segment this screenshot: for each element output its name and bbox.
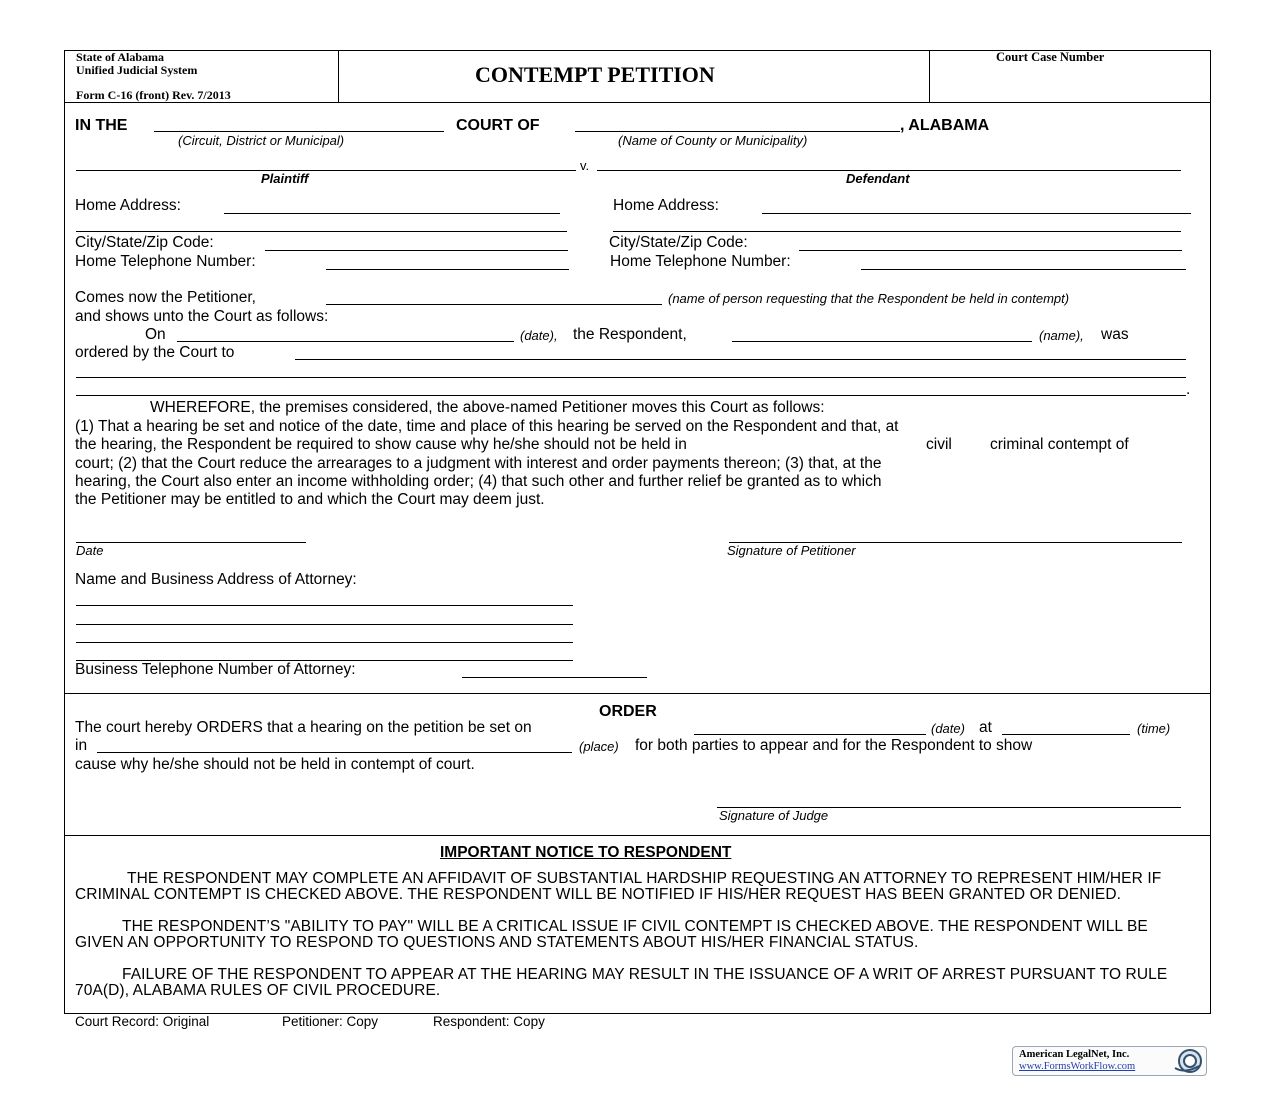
criminal-label: criminal contempt of bbox=[990, 436, 1129, 453]
at-label: at bbox=[979, 719, 992, 736]
civil-checkbox[interactable] bbox=[900, 438, 912, 450]
attorney-address-label: Name and Business Address of Attorney: bbox=[75, 571, 357, 588]
county-caption: (Name of County or Municipality) bbox=[618, 133, 808, 148]
attorney-address-line3[interactable] bbox=[76, 642, 573, 643]
notice-heading: IMPORTANT NOTICE TO RESPONDENT bbox=[440, 844, 732, 861]
publisher-name: American LegalNet, Inc. bbox=[1019, 1049, 1130, 1060]
ordered-to-field[interactable] bbox=[295, 359, 1186, 360]
defendant-address-line2-field[interactable] bbox=[613, 231, 1181, 232]
versus-label: v. bbox=[580, 158, 590, 173]
was-label: was bbox=[1101, 326, 1129, 343]
clause4-text: the Petitioner may be entitled to and which the Court may deem just. bbox=[75, 491, 545, 508]
hearing-place-field[interactable] bbox=[97, 752, 572, 753]
clause1b-text: the hearing, the Respondent be required to show cause why he/she should not be held in bbox=[75, 436, 687, 453]
hearing-date-caption: (date) bbox=[931, 721, 965, 736]
ordered-to-line2-field[interactable] bbox=[76, 377, 1186, 378]
plaintiff-phone-field[interactable] bbox=[326, 269, 569, 270]
copy-respondent: Respondent: Copy bbox=[433, 1014, 545, 1029]
respondent-name-field[interactable] bbox=[732, 341, 1032, 342]
defendant-city-label: City/State/Zip Code: bbox=[609, 234, 748, 251]
attorney-address-line1[interactable] bbox=[76, 605, 573, 606]
order-divider bbox=[64, 693, 1211, 694]
order-line1: The court hereby ORDERS that a hearing on the petition be set on bbox=[75, 719, 532, 736]
plaintiff-home-address-label: Home Address: bbox=[75, 197, 181, 214]
date-caption: (date), bbox=[520, 328, 558, 343]
notice-paragraph-1: THE RESPONDENT MAY COMPLETE AN AFFIDAVIT OF SUBSTANTIAL HARDSHIP REQUESTING AN ATTORNEY TO REPRESENT HIM/HER IF CRIMINAL CONTEMPT IS CHECKED ABOVE. THE RESPONDENT WILL BE NOTIFIED IF HIS/HER REQUEST HAS BEEN GRANTED OR DENIED. bbox=[75, 870, 1162, 903]
alabama-label: , ALABAMA bbox=[900, 117, 990, 134]
shows-unto-label: and shows unto the Court as follows: bbox=[75, 308, 329, 325]
notice-paragraph-3: FAILURE OF THE RESPONDENT TO APPEAR AT THE HEARING MAY RESULT IN THE ISSUANCE OF A WRIT OF ARREST PURSUANT TO RULE 70A(D), ALABAMA RULES OF CIVIL PROCEDURE. bbox=[75, 966, 1168, 999]
ordered-by-label: ordered by the Court to bbox=[75, 344, 235, 361]
form-title: CONTEMPT PETITION bbox=[475, 62, 715, 87]
petitioner-signature-label: Signature of Petitioner bbox=[727, 543, 856, 558]
defendant-phone-field[interactable] bbox=[861, 269, 1186, 270]
hearing-time-caption: (time) bbox=[1137, 721, 1171, 736]
case-number-field[interactable] bbox=[932, 66, 1208, 100]
copy-court-record: Court Record: Original bbox=[75, 1014, 210, 1029]
comes-now-label: Comes now the Petitioner, bbox=[75, 289, 256, 306]
publisher-url[interactable]: www.FormsWorkFlow.com bbox=[1019, 1061, 1136, 1072]
clause1a-text: (1) That a hearing be set and notice of the date, time and place of this hearing be served on the Respondent and that, at bbox=[75, 418, 899, 435]
date-field[interactable] bbox=[76, 542, 306, 543]
court-of-label: COURT OF bbox=[456, 117, 540, 134]
plaintiff-label: Plaintiff bbox=[261, 171, 309, 186]
header-divider bbox=[64, 102, 1211, 103]
in-the-label: IN THE bbox=[75, 117, 128, 134]
notice-paragraph-2: THE RESPONDENT’S "ABILITY TO PAY" WILL BE A CRITICAL ISSUE IF CIVIL CONTEMPT IS CHECKED ABOVE. THE RESPONDENT WILL BE GIVEN AN OPPORTUNITY TO RESPOND TO QUESTIONS AND STATEMENTS ABOUT HIS/HER FINANCIAL STATUS. bbox=[75, 918, 1148, 951]
header-right-divider bbox=[929, 50, 930, 102]
court-type-caption: (Circuit, District or Municipal) bbox=[178, 133, 345, 148]
judge-signature-label: Signature of Judge bbox=[719, 808, 829, 823]
wherefore-text: WHEREFORE, the premises considered, the above-named Petitioner moves this Court as follows: bbox=[150, 399, 825, 416]
defendant-label: Defendant bbox=[846, 171, 910, 186]
court-type-field[interactable] bbox=[154, 131, 444, 132]
system-label: Unified Judicial System bbox=[76, 63, 198, 77]
notice-divider bbox=[64, 835, 1211, 836]
case-number-label: Court Case Number bbox=[996, 50, 1105, 64]
order-date-field[interactable] bbox=[177, 341, 514, 342]
date-label: Date bbox=[76, 543, 104, 558]
attorney-phone-field[interactable] bbox=[462, 677, 647, 678]
publisher-logo-icon bbox=[1173, 1048, 1203, 1074]
in-label: in bbox=[75, 737, 88, 754]
attorney-address-line2[interactable] bbox=[76, 624, 573, 625]
petitioner-name-field[interactable] bbox=[326, 304, 662, 305]
defendant-city-field[interactable] bbox=[799, 250, 1182, 251]
plaintiff-city-label: City/State/Zip Code: bbox=[75, 234, 214, 251]
ordered-period: . bbox=[1186, 381, 1191, 398]
the-respondent-label: the Respondent, bbox=[573, 326, 687, 343]
civil-label: civil bbox=[926, 436, 952, 453]
defendant-home-address-field[interactable] bbox=[762, 213, 1191, 214]
plaintiff-address-line2-field[interactable] bbox=[76, 231, 567, 232]
state-label: State of Alabama bbox=[76, 50, 164, 64]
publisher-badge bbox=[1012, 1046, 1207, 1076]
plaintiff-field[interactable] bbox=[76, 170, 576, 171]
on-label: On bbox=[145, 326, 166, 343]
header-left-divider bbox=[338, 50, 339, 102]
attorney-phone-label: Business Telephone Number of Attorney: bbox=[75, 661, 356, 678]
plaintiff-home-address-field[interactable] bbox=[224, 213, 560, 214]
county-field[interactable] bbox=[575, 131, 900, 132]
petitioner-caption: (name of person requesting that the Respondent be held in contempt) bbox=[668, 291, 1070, 306]
defendant-home-address-label: Home Address: bbox=[613, 197, 719, 214]
order-line3: cause why he/she should not be held in contempt of court. bbox=[75, 756, 475, 773]
defendant-phone-label: Home Telephone Number: bbox=[610, 253, 791, 270]
clause2-text: court; (2) that the Court reduce the arrearages to a judgment with interest and order payments thereon; (3) that, at the bbox=[75, 455, 882, 472]
clause3-text: hearing, the Court also enter an income withholding order; (4) that such other and further relief be granted as to which bbox=[75, 473, 882, 490]
order-heading: ORDER bbox=[599, 703, 657, 720]
name-caption: (name), bbox=[1039, 328, 1084, 343]
hearing-place-caption: (place) bbox=[579, 739, 619, 754]
plaintiff-phone-label: Home Telephone Number: bbox=[75, 253, 256, 270]
form-id: Form C-16 (front) Rev. 7/2013 bbox=[76, 88, 231, 102]
copy-petitioner: Petitioner: Copy bbox=[282, 1014, 379, 1029]
plaintiff-city-field[interactable] bbox=[265, 250, 568, 251]
order-line2-rest: for both parties to appear and for the Respondent to show bbox=[635, 737, 1033, 754]
criminal-checkbox[interactable] bbox=[972, 438, 984, 450]
ordered-to-line3-field[interactable] bbox=[76, 395, 1186, 396]
hearing-time-field[interactable] bbox=[1002, 734, 1130, 735]
hearing-date-field[interactable] bbox=[694, 734, 926, 735]
